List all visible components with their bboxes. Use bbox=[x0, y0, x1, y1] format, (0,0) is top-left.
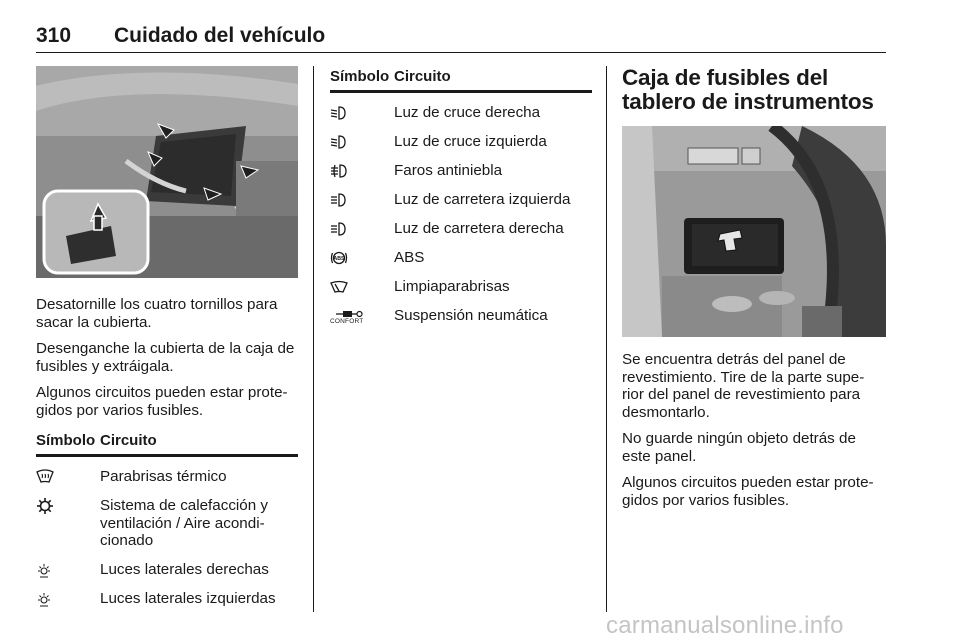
column-header-circuit: Circuito bbox=[100, 432, 157, 449]
high-beam-icon bbox=[330, 192, 346, 208]
confort-label: CONFORT bbox=[330, 318, 364, 325]
table-row bbox=[330, 209, 592, 238]
table-row bbox=[330, 151, 592, 180]
table-header bbox=[330, 66, 592, 93]
side-light-icon bbox=[36, 591, 52, 607]
circuit-label: Parabrisas térmico bbox=[100, 468, 227, 485]
svg-text:ABS: ABS bbox=[333, 256, 345, 262]
fan-climate-icon bbox=[36, 497, 54, 515]
table-row bbox=[330, 296, 592, 327]
watermark: carmanualsonline.info bbox=[606, 612, 844, 639]
circuit-label: Luz de carretera izquierda bbox=[394, 191, 571, 208]
column-header-symbol: Símbolo bbox=[330, 68, 390, 85]
wiper-icon bbox=[330, 279, 348, 295]
circuit-label: Limpiaparabrisas bbox=[394, 278, 510, 295]
table-header bbox=[36, 432, 298, 457]
circuit-label: Faros antiniebla bbox=[394, 162, 503, 179]
paragraph: Algunos circuitos pueden estar prote-gidos por varios fusibles. bbox=[622, 474, 874, 509]
table-row bbox=[36, 550, 298, 579]
side-light-icon bbox=[36, 562, 52, 578]
column-divider bbox=[313, 66, 314, 612]
column-header-circuit: Circuito bbox=[394, 68, 451, 85]
abs-icon bbox=[330, 249, 348, 267]
paragraph: Desatornille los cuatro tornillos para sacar la cubierta. bbox=[36, 296, 278, 331]
page-number: 310 bbox=[36, 24, 72, 47]
circuit-label: Luz de cruce derecha bbox=[394, 104, 541, 121]
engine-fuse-box-photo bbox=[36, 66, 298, 278]
circuit-label: Suspensión neumática bbox=[394, 307, 548, 324]
circuit-label: Luz de carretera derecha bbox=[394, 220, 564, 237]
table-row bbox=[330, 93, 592, 122]
column-header-symbol: Símbolo bbox=[36, 432, 96, 449]
circuit-label: ABS bbox=[394, 249, 425, 266]
low-beam-icon bbox=[330, 105, 346, 121]
circuit-label: Luces laterales izquierdas bbox=[100, 589, 276, 607]
table-row bbox=[330, 122, 592, 151]
paragraph: Desenganche la cubierta de la caja de fusibles y extráigala. bbox=[36, 340, 295, 375]
column-divider bbox=[606, 66, 607, 612]
dashboard-fuse-box-photo bbox=[622, 126, 886, 337]
circuit-label: Luces laterales derechas bbox=[100, 560, 269, 578]
high-beam-icon bbox=[330, 221, 346, 237]
paragraph: No guarde ningún objeto detrás de este panel. bbox=[622, 430, 856, 465]
section-title: Caja de fusibles del tablero de instrumentos bbox=[622, 65, 874, 114]
paragraph: Algunos circuitos pueden estar prote-gidos por varios fusibles. bbox=[36, 384, 288, 419]
low-beam-icon bbox=[330, 134, 346, 150]
middle-column bbox=[330, 66, 592, 327]
chapter-title: Cuidado del vehículo bbox=[114, 24, 326, 47]
right-column bbox=[622, 66, 886, 518]
left-column bbox=[36, 66, 298, 608]
table-row bbox=[36, 457, 298, 486]
table-row bbox=[330, 267, 592, 296]
table-row bbox=[330, 180, 592, 209]
paragraph: Se encuentra detrás del panel de revestimiento. Tire de la parte supe-rior del panel de revestimiento para desmontarlo. bbox=[622, 351, 865, 421]
heated-windscreen-icon bbox=[36, 469, 54, 485]
page-header bbox=[36, 18, 886, 53]
table-row bbox=[36, 486, 298, 550]
table-row bbox=[36, 579, 298, 608]
circuit-label: Luz de cruce izquierda bbox=[394, 133, 547, 150]
table-row bbox=[330, 238, 592, 267]
circuit-label: Sistema de calefacción y ventilación / Aire acondi-cionado bbox=[100, 497, 268, 549]
confort-suspension-icon bbox=[330, 309, 364, 318]
fog-light-icon bbox=[330, 163, 348, 179]
